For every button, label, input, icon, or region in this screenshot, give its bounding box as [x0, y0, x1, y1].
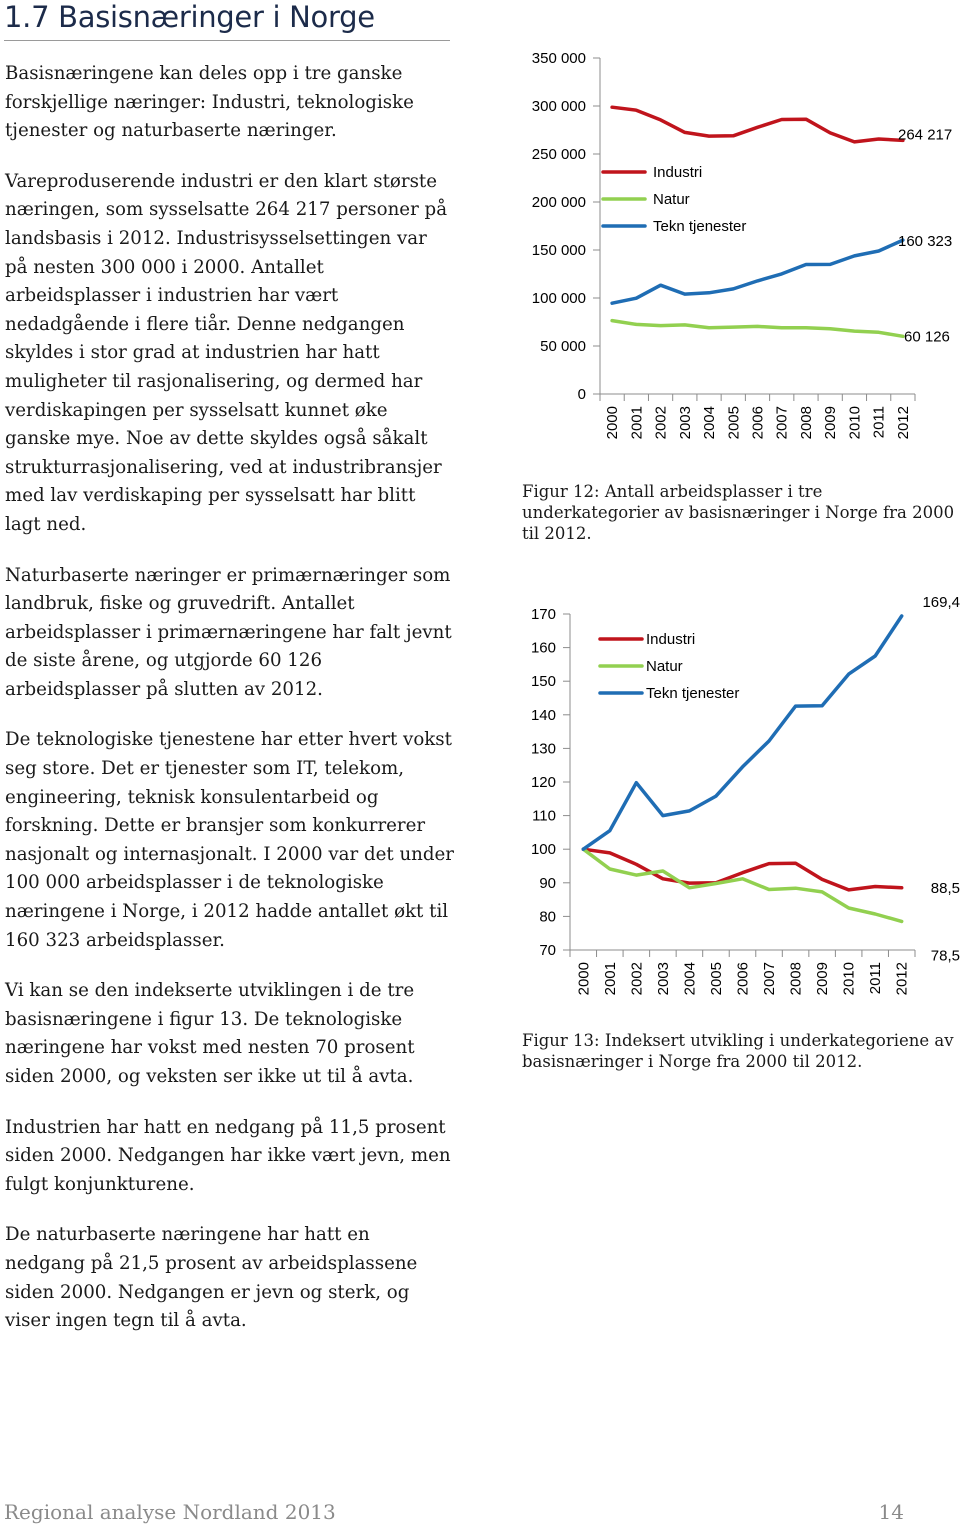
- paragraph-index: Vi kan se den indekserte utviklingen i de tre basisnæringene i figur 13. De teknologiske næringene har vokst med nesten 70 prosent siden 2000, og veksten ser ikke ut til å avta.: [5, 980, 415, 1087]
- x-tick-label: 2007: [761, 962, 779, 996]
- paragraph-intro: Basisnæringene kan deles opp i tre ganske forskjellige næringer: Industri, teknologiske tjenester og naturbaserte næringer.: [5, 63, 414, 142]
- x-tick-label: 2003: [676, 406, 694, 440]
- paragraph-industri: Vareproduserende industri er den klart største næringen, som sysselsatte 264 217 personer på landsbasis i 2012. Industrisysselsettingen var på nesten 300 000 i 2000. Antallet arbeidsplasser i industrien har vært nedadgående i flere tiår. Denne nedgangen skyldes i stor grad at industrien har hatt muligheter til rasjonalisering, og dermed har verdiskapingen per sysselsatt kunnet øke ganske mye. Noe av dette skyldes også såkalt strukturrasjonalisering, ved at industribransjer med lav verdiskaping per sysselsatt har blitt lagt ned.: [5, 170, 448, 535]
- end-value-label: 264 217: [898, 126, 953, 144]
- end-value-label: 88,5: [930, 879, 960, 897]
- x-tick-label: 2009: [822, 406, 840, 440]
- y-tick-label: 160: [530, 639, 556, 657]
- y-tick-label: 300 000: [531, 98, 586, 115]
- y-tick-label: 350 000: [531, 50, 586, 67]
- legend-label: Natur: [646, 658, 683, 675]
- x-tick-label: 2002: [652, 406, 670, 440]
- paragraph-tekn: De teknologiske tjenestene har etter hvert vokst seg store. Det er tjenester som IT, telekom, engineering, teknisk konsulentarbeid og forskning. Dette er bransjer som konkurrerer nasjonalt og internasjonalt. I 2000 var det under 100 000 arbeidsplasser i de teknologiske næringene i Norge, i 2012 hadde antallet økt til 160 323 arbeidsplasser.: [5, 729, 454, 951]
- legend-label: Tekn tjenester: [653, 218, 747, 235]
- figure-13: [508, 596, 960, 1072]
- figure-13-caption: Figur 13: Indeksert utvikling i underkategoriene av basisnæringer i Norge fra 2000 til 2012.: [522, 1031, 954, 1071]
- x-tick-label: 2005: [707, 962, 725, 996]
- legend-label: Industri: [653, 164, 703, 181]
- heading-rule: [4, 40, 450, 41]
- footer-title: Regional analyse Nordland 2013: [4, 1500, 336, 1524]
- y-tick-label: 100: [530, 841, 556, 859]
- y-tick-label: 70: [539, 942, 556, 959]
- figure-12: [508, 40, 960, 544]
- end-value-label: 60 126: [904, 328, 950, 346]
- y-tick-label: 0: [577, 386, 586, 403]
- series-line-natur: [583, 849, 901, 921]
- body-text: [5, 60, 455, 1358]
- paragraph-industri-decline: Industrien har hatt en nedgang på 11,5 prosent siden 2000. Nedgangen har ikke vært jevn, men fulgt konjunkturene.: [5, 1116, 451, 1195]
- y-tick-label: 150 000: [531, 242, 586, 259]
- y-tick-label: 250 000: [531, 146, 586, 163]
- x-tick-label: 2000: [604, 406, 622, 440]
- chart-employment: [508, 40, 960, 450]
- x-tick-label: 2005: [725, 406, 743, 440]
- x-tick-label: 2000: [575, 962, 593, 996]
- y-tick-label: 200 000: [531, 194, 586, 211]
- x-tick-label: 2006: [734, 962, 752, 996]
- x-tick-label: 2009: [814, 962, 832, 996]
- legend-label: Tekn tjenester: [646, 685, 740, 702]
- x-tick-label: 2004: [681, 962, 699, 996]
- x-tick-label: 2010: [840, 962, 858, 996]
- y-tick-label: 140: [530, 706, 556, 724]
- section-title: 1.7 Basisnæringer i Norge: [4, 0, 375, 34]
- y-tick-label: 150: [530, 673, 556, 691]
- y-tick-label: 100 000: [531, 290, 586, 307]
- x-tick-label: 2006: [749, 406, 767, 440]
- series-line-natur: [612, 321, 903, 337]
- x-tick-label: 2004: [701, 406, 719, 440]
- x-tick-label: 2001: [628, 406, 646, 440]
- end-value-label: 78,5: [930, 947, 960, 965]
- y-tick-label: 170: [530, 606, 556, 623]
- series-line-industri: [583, 849, 901, 890]
- figure-12-caption: Figur 12: Antall arbeidsplasser i tre underkategorier av basisnæringer i Norge fra 2000 til 2012.: [522, 482, 955, 543]
- x-tick-label: 2011: [867, 962, 885, 995]
- x-tick-label: 2003: [654, 962, 672, 996]
- chart-index: [508, 596, 960, 1006]
- x-tick-label: 2008: [797, 406, 815, 440]
- series-line-tekn-tjenester: [583, 616, 901, 849]
- end-value-label: 169,4: [922, 594, 960, 612]
- y-tick-label: 120: [530, 774, 556, 791]
- x-tick-label: 2012: [894, 406, 912, 440]
- x-tick-label: 2011: [870, 406, 888, 439]
- y-tick-label: 110: [532, 807, 556, 825]
- x-tick-label: 2001: [601, 962, 619, 996]
- x-tick-label: 2002: [628, 962, 646, 996]
- y-tick-label: 50 000: [540, 338, 586, 355]
- y-tick-label: 90: [539, 874, 556, 892]
- x-tick-label: 2010: [846, 406, 864, 440]
- series-line-tekn-tjenester: [612, 240, 903, 303]
- end-value-label: 160 323: [898, 233, 953, 251]
- y-tick-label: 130: [530, 740, 556, 758]
- x-tick-label: 2012: [893, 962, 911, 996]
- x-tick-label: 2008: [787, 962, 805, 996]
- y-tick-label: 80: [539, 908, 556, 926]
- series-line-industri: [612, 107, 903, 142]
- page-number: 14: [878, 1500, 904, 1524]
- legend-label: Industri: [646, 631, 696, 648]
- paragraph-natur: Naturbaserte næringer er primærnæringer som landbruk, fiske og gruvedrift. Antallet arbeidsplasser i primærnæringene har falt jevnt de siste årene, og utgjorde 60 126 arbeidsplasser på slutten av 2012.: [5, 564, 452, 700]
- x-tick-label: 2007: [773, 406, 791, 440]
- legend-label: Natur: [653, 191, 690, 208]
- paragraph-natur-decline: De naturbaserte næringene har hatt en nedgang på 21,5 prosent av arbeidsplassene siden 2000. Nedgangen er jevn og sterk, og viser ingen tegn til å avta.: [5, 1224, 418, 1332]
